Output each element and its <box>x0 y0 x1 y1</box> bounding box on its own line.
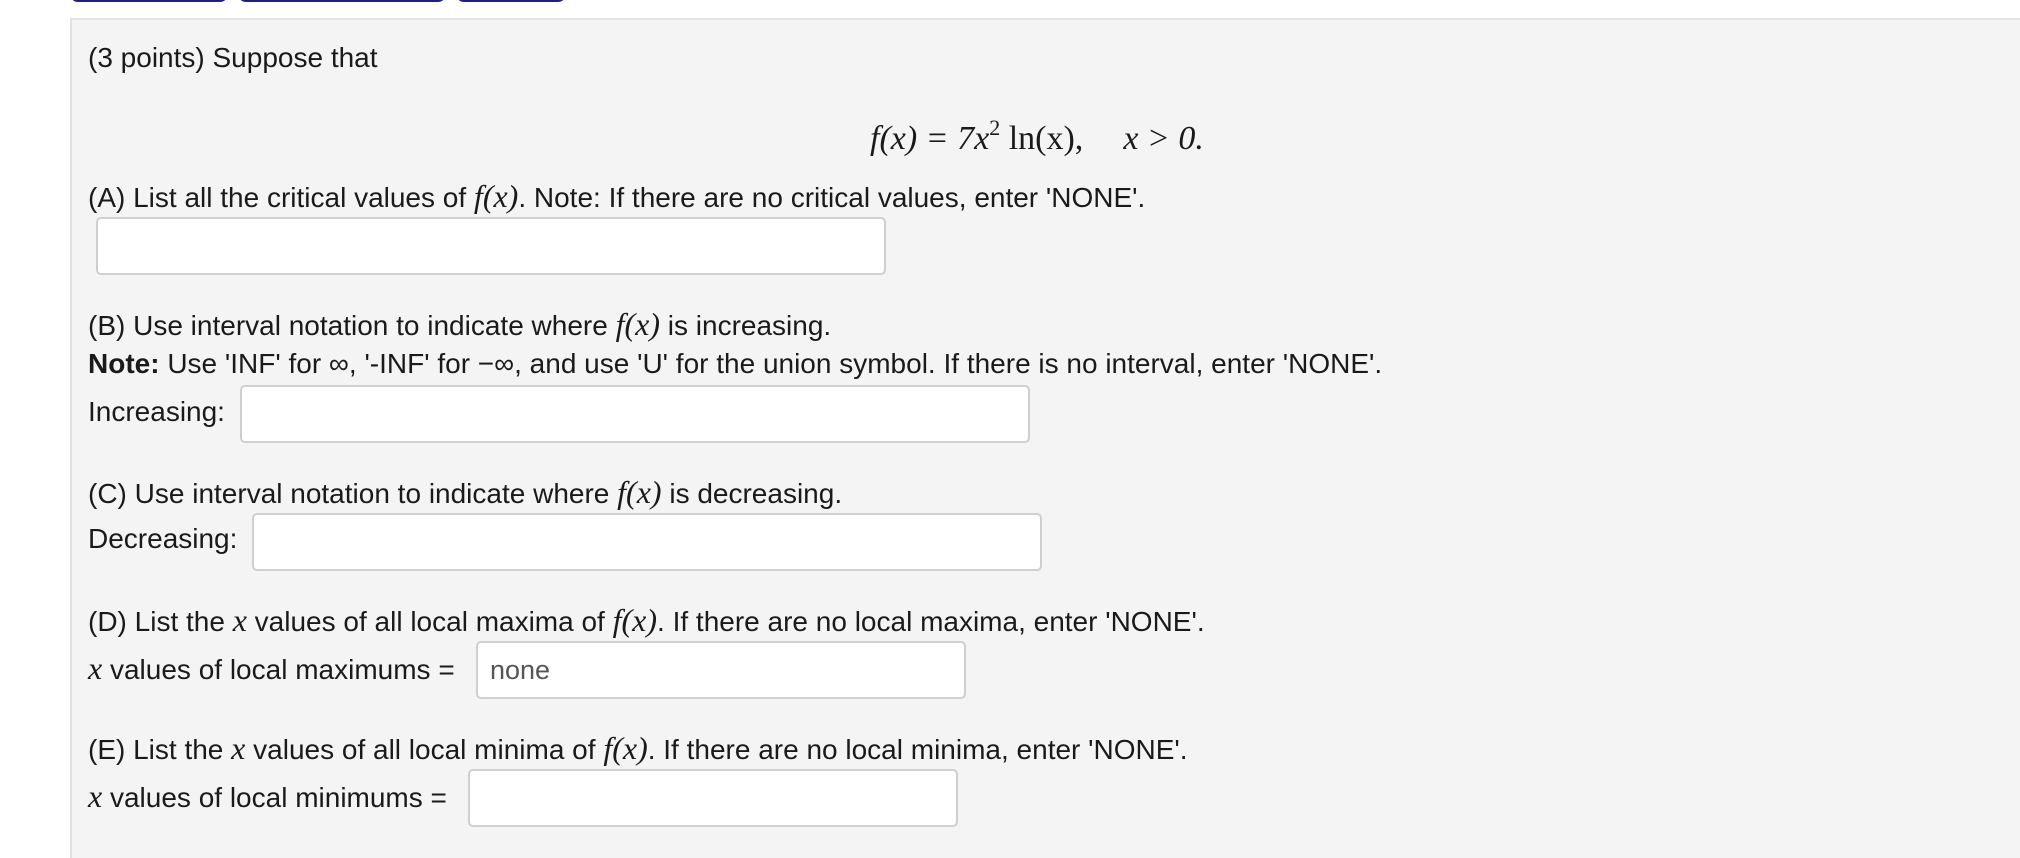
part-c-prompt <box>88 474 842 512</box>
equation-condition: x > 0. <box>1123 120 1204 157</box>
part-d-suffix: . If there are no local maxima, enter 'NONE'. <box>657 606 1205 637</box>
function-equation <box>870 106 1204 161</box>
part-d-prefix: (D) List the <box>88 606 233 637</box>
problem-intro <box>88 40 378 76</box>
local-minima-input[interactable] <box>468 769 958 827</box>
decreasing-label: Decreasing: <box>88 523 238 554</box>
part-b-fx: f(x) <box>615 306 661 342</box>
local-max-label <box>88 650 455 688</box>
part-c-suffix: is decreasing. <box>661 478 843 509</box>
part-e-x: x <box>231 730 246 766</box>
increasing-label: Increasing: <box>88 396 225 427</box>
part-c-prefix: (C) Use interval notation to indicate where <box>88 478 618 509</box>
local-maxima-input[interactable] <box>476 641 966 699</box>
note-text: Use 'INF' for ∞, '-INF' for −∞, and use 'U' for the union symbol. If there is no interval, enter 'NONE'. <box>159 348 1383 379</box>
part-b-prompt <box>88 306 831 344</box>
note-label: Note: <box>88 348 160 379</box>
part-e-fx: f(x) <box>603 730 648 766</box>
part-d-fx: f(x) <box>612 602 658 638</box>
part-b-suffix: is increasing. <box>660 310 832 341</box>
part-e-suffix: . If there are no local minima, enter 'NONE'. <box>647 734 1188 765</box>
top-tab-3[interactable] <box>456 0 566 2</box>
local-min-label-text: values of local minimums = <box>102 782 447 813</box>
equation-lhs: f(x) = 7x <box>870 120 990 157</box>
increasing-input[interactable] <box>240 385 1030 443</box>
critical-values-input[interactable] <box>96 217 886 275</box>
part-b-note <box>88 346 1382 382</box>
part-e-middle: values of all local minima of <box>245 734 604 765</box>
part-d-middle: values of all local maxima of <box>246 606 613 637</box>
part-c-fx: f(x) <box>617 474 662 510</box>
part-a-prefix: (A) List all the critical values of <box>88 182 474 213</box>
top-tab-2[interactable] <box>238 0 446 2</box>
part-e-prompt <box>88 730 1188 768</box>
part-a-prompt <box>88 178 1145 216</box>
decreasing-input[interactable] <box>252 513 1042 571</box>
local-max-label-text: values of local maximums = <box>102 654 455 685</box>
local-max-label-x: x <box>88 650 103 686</box>
part-b-prefix: (B) Use interval notation to indicate where <box>88 310 616 341</box>
part-d-x: x <box>232 602 247 638</box>
local-min-label <box>88 778 447 816</box>
local-min-label-x: x <box>88 778 103 814</box>
equation-rhs: ln(x), <box>1000 120 1084 157</box>
top-tab-1[interactable] <box>70 0 228 2</box>
equation-exponent: 2 <box>989 115 1001 140</box>
part-a-fx: f(x) <box>473 178 519 214</box>
intro-text: (3 points) Suppose that <box>88 42 378 73</box>
part-d-prompt <box>88 602 1205 640</box>
part-a-suffix: . Note: If there are no critical values, enter 'NONE'. <box>518 182 1146 213</box>
part-e-prefix: (E) List the <box>88 734 232 765</box>
